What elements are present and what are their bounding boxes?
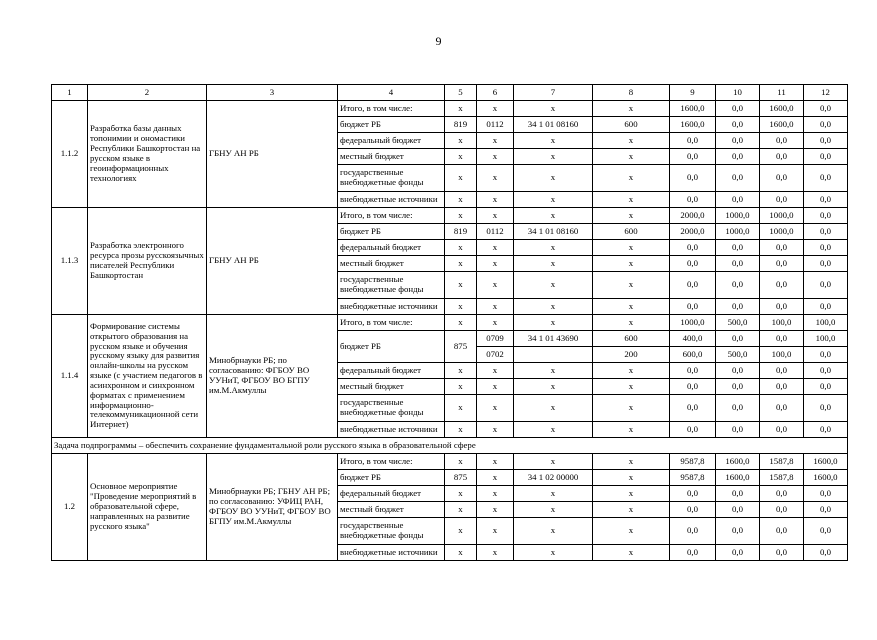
amount-cell: 0,0 [760, 545, 804, 561]
code-cell: x [477, 240, 514, 256]
amount-cell: 0,0 [804, 486, 848, 502]
code-cell: x [593, 256, 670, 272]
code-cell: x [477, 192, 514, 208]
source-cell: Итого, в том числе: [338, 101, 445, 117]
code-cell: x [514, 165, 593, 192]
amount-cell: 1000,0 [760, 208, 804, 224]
item-number: 1.1.2 [52, 101, 88, 208]
amount-cell: 0,0 [760, 395, 804, 422]
code-cell: x [445, 165, 477, 192]
code-cell: x [445, 240, 477, 256]
amount-cell: 0,0 [716, 149, 760, 165]
code-cell: x [514, 454, 593, 470]
code-cell: 819 [445, 224, 477, 240]
code-cell: x [593, 470, 670, 486]
amount-cell: 0,0 [670, 133, 716, 149]
amount-cell: 0,0 [670, 256, 716, 272]
amount-cell: 1000,0 [670, 315, 716, 331]
source-cell: бюджет РБ [338, 331, 445, 363]
code-cell: x [445, 454, 477, 470]
amount-cell: 1000,0 [760, 224, 804, 240]
amount-cell: 0,0 [670, 395, 716, 422]
amount-cell: 0,0 [760, 272, 804, 299]
code-cell: x [445, 518, 477, 545]
code-cell: x [445, 149, 477, 165]
amount-cell: 0,0 [804, 422, 848, 438]
amount-cell: 1600,0 [716, 470, 760, 486]
amount-cell: 0,0 [804, 502, 848, 518]
code-cell: x [477, 502, 514, 518]
item-name: Разработка базы данных топонимии и ономастики Республики Башкортостан на русском языке в геоинформационных технологиях [88, 101, 207, 208]
code-cell: x [477, 486, 514, 502]
code-cell: 34 1 01 43690 [514, 331, 593, 347]
code-cell: x [477, 315, 514, 331]
code-cell [514, 347, 593, 363]
column-number: 9 [670, 85, 716, 101]
amount-cell: 0,0 [760, 518, 804, 545]
amount-cell: 0,0 [804, 192, 848, 208]
amount-cell: 0,0 [804, 379, 848, 395]
program-table [51, 84, 848, 561]
code-cell: x [514, 240, 593, 256]
amount-cell: 0,0 [716, 256, 760, 272]
source-cell: Итого, в том числе: [338, 315, 445, 331]
code-cell: x [593, 363, 670, 379]
amount-cell: 0,0 [804, 256, 848, 272]
amount-cell: 0,0 [760, 331, 804, 347]
code-cell: x [593, 299, 670, 315]
amount-cell: 0,0 [716, 379, 760, 395]
amount-cell: 0,0 [804, 117, 848, 133]
code-cell: 0112 [477, 224, 514, 240]
code-cell: x [477, 133, 514, 149]
code-cell: 0702 [477, 347, 514, 363]
code-cell: 0112 [477, 117, 514, 133]
amount-cell: 0,0 [804, 518, 848, 545]
table-row [52, 315, 848, 331]
code-cell: x [445, 101, 477, 117]
code-cell: x [445, 208, 477, 224]
amount-cell: 0,0 [670, 545, 716, 561]
column-number: 4 [338, 85, 445, 101]
amount-cell: 0,0 [760, 363, 804, 379]
amount-cell: 1600,0 [670, 101, 716, 117]
item-executor: ГБНУ АН РБ [207, 101, 338, 208]
item-executor: ГБНУ АН РБ [207, 208, 338, 315]
amount-cell: 0,0 [804, 101, 848, 117]
code-cell: x [593, 101, 670, 117]
amount-cell: 1600,0 [804, 454, 848, 470]
amount-cell: 0,0 [760, 379, 804, 395]
code-cell: 34 1 02 00000 [514, 470, 593, 486]
code-cell: 0709 [477, 331, 514, 347]
code-cell: x [445, 315, 477, 331]
code-cell: x [593, 192, 670, 208]
code-cell: x [514, 133, 593, 149]
amount-cell: 0,0 [804, 395, 848, 422]
table-row [52, 208, 848, 224]
amount-cell: 0,0 [804, 545, 848, 561]
column-number: 3 [207, 85, 338, 101]
table-row [52, 454, 848, 470]
amount-cell: 0,0 [804, 165, 848, 192]
code-cell: x [593, 240, 670, 256]
amount-cell: 1600,0 [670, 117, 716, 133]
code-cell: x [514, 395, 593, 422]
amount-cell: 0,0 [804, 272, 848, 299]
code-cell: x [514, 272, 593, 299]
code-cell: x [477, 165, 514, 192]
code-cell: x [514, 192, 593, 208]
amount-cell: 0,0 [804, 299, 848, 315]
source-cell: федеральный бюджет [338, 133, 445, 149]
code-cell: x [593, 208, 670, 224]
code-cell: x [514, 545, 593, 561]
code-cell: x [514, 422, 593, 438]
amount-cell: 0,0 [670, 240, 716, 256]
code-cell: x [593, 379, 670, 395]
code-cell: x [514, 315, 593, 331]
table-row [52, 101, 848, 117]
code-cell: x [514, 101, 593, 117]
column-number: 11 [760, 85, 804, 101]
amount-cell: 0,0 [670, 165, 716, 192]
item-executor: Минобрнауки РБ; ГБНУ АН РБ; по согласованию: УФИЦ РАН, ФГБОУ ВО УУНиТ, ФГБОУ ВО БГПУ им.М.Акмуллы [207, 454, 338, 561]
item-name: Формирование системы открытого образования на русском языке и обучения русскому языку для развития онлайн-школы на русском языке (с участием педагогов в асинхронном и синхронном форматах с применением информационно-телекоммуникационной сети Интернет) [88, 315, 207, 438]
amount-cell: 500,0 [716, 347, 760, 363]
code-cell: 875 [445, 470, 477, 486]
source-cell: Итого, в том числе: [338, 454, 445, 470]
code-cell: x [593, 502, 670, 518]
amount-cell: 9587,8 [670, 470, 716, 486]
column-number: 5 [445, 85, 477, 101]
amount-cell: 0,0 [670, 272, 716, 299]
item-executor: Минобрнауки РБ; по согласованию: ФГБОУ ВО УУНиТ, ФГБОУ ВО БГПУ им.М.Акмуллы [207, 315, 338, 438]
source-cell: внебюджетные источники [338, 545, 445, 561]
amount-cell: 0,0 [804, 224, 848, 240]
column-number: 8 [593, 85, 670, 101]
code-cell: x [514, 518, 593, 545]
code-cell: x [593, 545, 670, 561]
amount-cell: 1600,0 [804, 470, 848, 486]
amount-cell: 0,0 [670, 192, 716, 208]
amount-cell: 1600,0 [760, 101, 804, 117]
amount-cell: 0,0 [716, 192, 760, 208]
amount-cell: 1600,0 [716, 454, 760, 470]
amount-cell: 0,0 [716, 117, 760, 133]
source-cell: Итого, в том числе: [338, 208, 445, 224]
page-number: 9 [435, 34, 442, 48]
code-cell: x [593, 133, 670, 149]
source-cell: бюджет РБ [338, 224, 445, 240]
code-cell: 34 1 01 08160 [514, 117, 593, 133]
code-cell: x [477, 256, 514, 272]
source-cell: федеральный бюджет [338, 240, 445, 256]
code-cell: x [445, 502, 477, 518]
code-cell: x [514, 208, 593, 224]
source-cell: бюджет РБ [338, 470, 445, 486]
source-cell: внебюджетные источники [338, 192, 445, 208]
column-number: 1 [52, 85, 88, 101]
code-cell: x [593, 422, 670, 438]
code-cell: x [445, 486, 477, 502]
code-cell: 600 [593, 117, 670, 133]
code-cell: x [477, 545, 514, 561]
code-cell: x [477, 272, 514, 299]
amount-cell: 0,0 [760, 299, 804, 315]
amount-cell: 0,0 [670, 422, 716, 438]
source-cell: государственные внебюджетные фонды [338, 518, 445, 545]
code-cell: x [445, 379, 477, 395]
amount-cell: 0,0 [716, 240, 760, 256]
item-name: Разработка электронного ресурса прозы русскоязычных писателей Республики Башкортостан [88, 208, 207, 315]
code-cell: x [445, 133, 477, 149]
amount-cell: 0,0 [716, 518, 760, 545]
amount-cell: 0,0 [716, 486, 760, 502]
amount-cell: 0,0 [716, 101, 760, 117]
amount-cell: 0,0 [760, 133, 804, 149]
item-name: Основное мероприятие "Проведение мероприятий в образовательной сфере, направленных на развитие русского языка" [88, 454, 207, 561]
code-cell: x [477, 395, 514, 422]
amount-cell: 0,0 [760, 192, 804, 208]
code-cell: x [477, 422, 514, 438]
amount-cell: 0,0 [716, 272, 760, 299]
code-cell: x [593, 149, 670, 165]
amount-cell: 0,0 [804, 149, 848, 165]
code-cell: x [445, 299, 477, 315]
code-cell: x [593, 165, 670, 192]
amount-cell: 0,0 [670, 502, 716, 518]
source-cell: внебюджетные источники [338, 422, 445, 438]
code-cell: x [593, 454, 670, 470]
code-cell: x [445, 256, 477, 272]
amount-cell: 0,0 [716, 299, 760, 315]
source-cell: внебюджетные источники [338, 299, 445, 315]
code-cell: x [477, 101, 514, 117]
code-cell: x [477, 379, 514, 395]
section-row [52, 438, 848, 454]
source-cell: государственные внебюджетные фонды [338, 165, 445, 192]
header-row [52, 85, 848, 101]
amount-cell: 0,0 [670, 486, 716, 502]
code-cell: x [514, 256, 593, 272]
item-number: 1.1.4 [52, 315, 88, 438]
code-cell: x [593, 486, 670, 502]
amount-cell: 600,0 [670, 347, 716, 363]
code-cell: x [477, 299, 514, 315]
code-cell: 819 [445, 117, 477, 133]
amount-cell: 100,0 [804, 315, 848, 331]
column-number: 12 [804, 85, 848, 101]
amount-cell: 1587,8 [760, 470, 804, 486]
code-cell: x [445, 545, 477, 561]
item-number: 1.1.3 [52, 208, 88, 315]
source-cell: федеральный бюджет [338, 363, 445, 379]
amount-cell: 0,0 [760, 486, 804, 502]
amount-cell: 0,0 [670, 379, 716, 395]
amount-cell: 100,0 [760, 347, 804, 363]
code-cell: x [477, 149, 514, 165]
source-cell: бюджет РБ [338, 117, 445, 133]
code-cell: x [445, 272, 477, 299]
source-cell: государственные внебюджетные фонды [338, 272, 445, 299]
code-cell: x [445, 192, 477, 208]
amount-cell: 0,0 [670, 149, 716, 165]
code-cell: x [514, 363, 593, 379]
amount-cell: 0,0 [716, 422, 760, 438]
source-cell: местный бюджет [338, 149, 445, 165]
code-cell: x [445, 422, 477, 438]
amount-cell: 0,0 [760, 256, 804, 272]
amount-cell: 0,0 [804, 133, 848, 149]
amount-cell: 1000,0 [716, 224, 760, 240]
code-cell: x [477, 454, 514, 470]
amount-cell: 0,0 [716, 545, 760, 561]
amount-cell: 100,0 [804, 331, 848, 347]
amount-cell: 0,0 [716, 133, 760, 149]
code-cell: x [514, 149, 593, 165]
column-number: 6 [477, 85, 514, 101]
code-cell: x [514, 486, 593, 502]
source-cell: местный бюджет [338, 256, 445, 272]
amount-cell: 2000,0 [670, 224, 716, 240]
amount-cell: 0,0 [804, 363, 848, 379]
amount-cell: 0,0 [760, 149, 804, 165]
amount-cell: 0,0 [716, 165, 760, 192]
amount-cell: 9587,8 [670, 454, 716, 470]
amount-cell: 0,0 [760, 165, 804, 192]
amount-cell: 0,0 [716, 331, 760, 347]
section-title: Задача подпрограммы – обеспечить сохранение фундаментальной роли русского языка в образовательной сфере [52, 438, 848, 454]
amount-cell: 1587,8 [760, 454, 804, 470]
code-cell: x [514, 379, 593, 395]
code-cell: x [593, 315, 670, 331]
amount-cell: 0,0 [760, 502, 804, 518]
code-cell: x [593, 518, 670, 545]
amount-cell: 0,0 [716, 363, 760, 379]
code-cell: x [593, 272, 670, 299]
amount-cell: 0,0 [716, 395, 760, 422]
amount-cell: 400,0 [670, 331, 716, 347]
column-number: 10 [716, 85, 760, 101]
amount-cell: 100,0 [760, 315, 804, 331]
code-cell: x [445, 395, 477, 422]
code-cell: x [593, 395, 670, 422]
amount-cell: 0,0 [670, 363, 716, 379]
code-cell: 200 [593, 347, 670, 363]
column-number: 2 [88, 85, 207, 101]
amount-cell: 0,0 [804, 208, 848, 224]
code-cell: x [477, 208, 514, 224]
item-number: 1.2 [52, 454, 88, 561]
code-cell: x [514, 502, 593, 518]
source-cell: государственные внебюджетные фонды [338, 395, 445, 422]
amount-cell: 0,0 [670, 518, 716, 545]
amount-cell: 2000,0 [670, 208, 716, 224]
amount-cell: 1000,0 [716, 208, 760, 224]
column-number: 7 [514, 85, 593, 101]
code-cell: 875 [445, 331, 477, 363]
amount-cell: 0,0 [804, 347, 848, 363]
code-cell: 600 [593, 224, 670, 240]
amount-cell: 0,0 [760, 240, 804, 256]
amount-cell: 0,0 [670, 299, 716, 315]
code-cell: x [445, 363, 477, 379]
code-cell: 34 1 01 08160 [514, 224, 593, 240]
code-cell: 600 [593, 331, 670, 347]
amount-cell: 0,0 [760, 422, 804, 438]
code-cell: x [477, 470, 514, 486]
code-cell: x [477, 518, 514, 545]
amount-cell: 0,0 [804, 240, 848, 256]
code-cell: x [514, 299, 593, 315]
code-cell: x [477, 363, 514, 379]
source-cell: местный бюджет [338, 502, 445, 518]
amount-cell: 1600,0 [760, 117, 804, 133]
amount-cell: 0,0 [716, 502, 760, 518]
source-cell: местный бюджет [338, 379, 445, 395]
source-cell: федеральный бюджет [338, 486, 445, 502]
amount-cell: 500,0 [716, 315, 760, 331]
